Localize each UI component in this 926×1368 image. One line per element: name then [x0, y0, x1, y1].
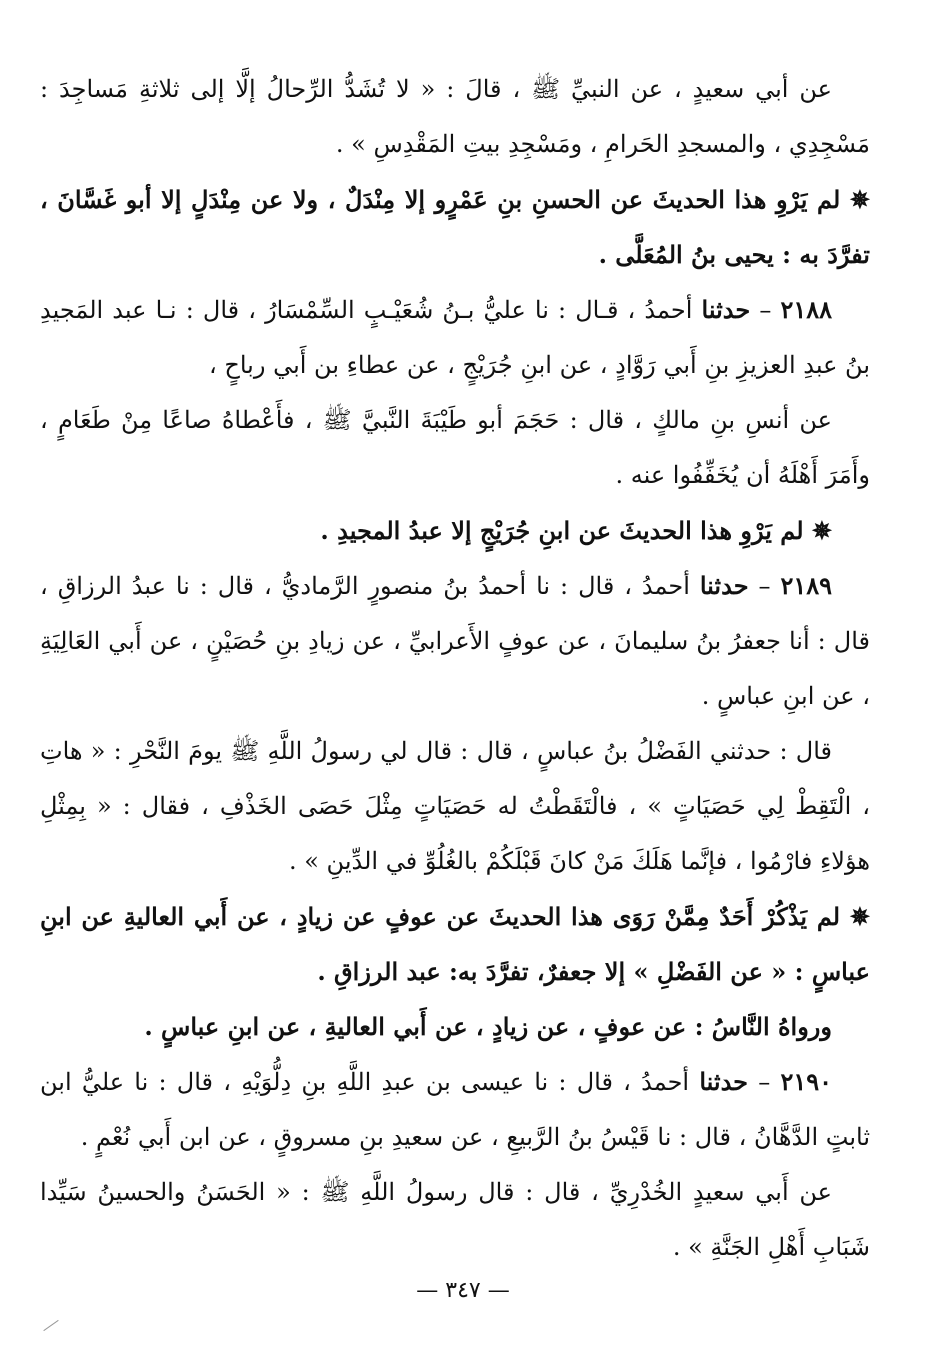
- hadith-2190-chain: [40, 1054, 870, 1165]
- isnad-text: أحمدُ ، قال : نا عيسى بن عبدِ اللَّهِ بنِ دِلُّوَيْهِ ، قال : نا عليُّ ابن ثابتٍ الدَّهَّانُ ، قال : نا قَيْسُ بنُ الرَّبيعِ ، عن سعيدِ بنِ مسروقٍ ، عن ابن أَبي نُعْمٍ .: [40, 1068, 870, 1151]
- hadith-2188-matn: عن أنسِ بنِ مالكٍ ، قال : حَجَمَ أبو طَيْبَةَ النَّبيَّ ﷺ ، فأَعْطاهُ صاعًا مِنْ طَعَامٍ ، وأَمَرَ أَهْلَهُ أن يُخَفِّفُوا عنه .: [40, 406, 870, 489]
- hadith-2189-matn: قال : حدثني الفَضْلُ بنُ عباسٍ ، قال : قال لي رسولُ اللَّهِ ﷺ يومَ النَّحْرِ : « هاتِ ، الْتَقِطْ لِي حَصَيَاتٍ » ، فالْتَقَطْتُ له حَصَيَاتٍ مِثْلَ حَصَى الخَذْفِ ، فقال : « بِمِثْلِ هؤلاءِ فارْمُوا ، فإنَّما هَلَكَ مَنْ كانَ قَبْلَكُمْ بالغُلُوِّ في الدِّينِ » .: [40, 737, 870, 875]
- hadith-number: ٢١٩٠: [780, 1067, 832, 1096]
- hadith-2188-note: ✵ لم يَرْوِ هذا الحديثَ عن ابنِ جُرَيْجٍ إلا عبدُ المجيدِ .: [320, 516, 832, 545]
- hadith-number: ٢١٨٩: [780, 571, 832, 600]
- haddathana-word: حدثنا: [699, 1067, 748, 1096]
- hadith-dash: –: [759, 296, 772, 324]
- isnad-text: أحمدُ ، قـال : نا عليُّ بـنُ شُعَيْـبٍ السِّمْسَارُ ، قال : نـا عبد المَجيدِ بنُ عبدِ العزيزِ بنِ أَبي رَوَّادٍ ، عن ابنِ جُرَيْجٍ ، عن عطاءِ بن أَبي رباحٍ ،: [40, 296, 870, 379]
- hadith-2189-note2: ورواهُ النَّاسُ : عن عوفٍ ، عن زيادٍ ، عن أَبي العاليةِ ، عن ابنِ عباسٍ .: [144, 1012, 832, 1041]
- scan-mark: [43, 1320, 58, 1331]
- hadith-2187-text: عن أبي سعيدٍ ، عن النبيِّ ﷺ ، قالَ : « لا تُشَدُّ الرِّحالُ إلَّا إلى ثلاثةِ مَساجِدَ : مَسْجِدِي ، والمسجدِ الحَرامِ ، ومَسْجِدِ بيتِ المَقْدِسِ » .: [40, 75, 870, 158]
- isnad-text: أحمدُ ، قال : نا أحمدُ بنُ منصورٍ الرَّماديُّ ، قال : نا عبدُ الرزاقِ ، قال : أنا جعفرُ بنُ سليمانَ ، عن عوفٍ الأَعرابيِّ ، عن زيادِ بنِ حُصَيْنٍ ، عن أَبي العَالِيَةِ ، عن ابنِ عباسٍ .: [40, 572, 870, 710]
- page-body: [40, 62, 870, 1275]
- haddathana-word: حدثنا: [701, 295, 751, 324]
- hadith-dash: –: [758, 572, 771, 600]
- hadith-2187-note: ✵ لم يَرْوِ هذا الحديثَ عن الحسنِ بنِ عَمْرٍو إلا مِنْدَلٌ ، ولا عن مِنْدَلٍ إلا أبو غَسَّانَ ، تفرَّدَ به : يحيى بنُ المُعَلَّى .: [40, 185, 870, 269]
- page-number: — ٣٤٧ —: [416, 1278, 510, 1303]
- hadith-2189-chain: [40, 558, 870, 724]
- hadith-dash: –: [758, 1068, 771, 1096]
- hadith-2188-chain: [40, 282, 870, 393]
- haddathana-word: حدثنا: [699, 571, 749, 600]
- hadith-2190-matn: عن أَبي سعيدٍ الخُدْرِيِّ ، قال : قال رسولُ اللَّهِ ﷺ : « الحَسَنُ والحسينُ سَيِّدا شَبَابِ أَهْلِ الجَنَّةِ » .: [40, 1178, 870, 1261]
- hadith-number: ٢١٨٨: [780, 295, 833, 324]
- hadith-2189-note: ✵ لم يَذْكُرْ أَحَدٌ مِمَّنْ رَوَى هذا الحديثَ عن عوفٍ عن زيادٍ ، عن أَبي العاليةِ عن ابنِ عباسٍ : « عن الفَضْلِ » إلا جعفرٌ، تفرَّدَ به: عبد الرزاقِ .: [40, 902, 871, 986]
